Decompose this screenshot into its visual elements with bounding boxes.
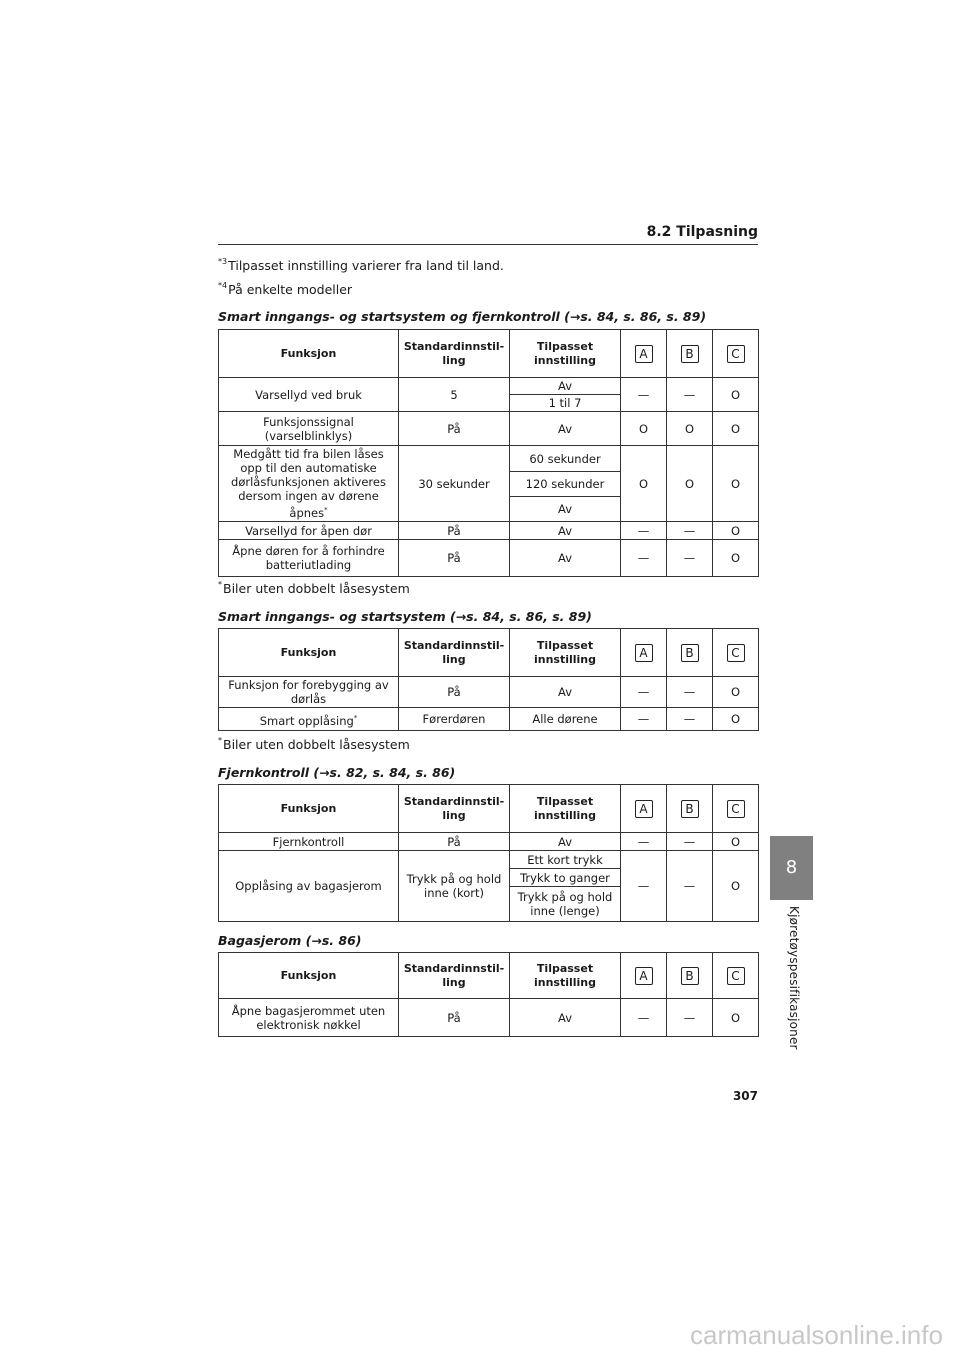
section-heading: Bagasjerom (→s. 86) bbox=[218, 933, 362, 948]
table-row: Opplåsing av bagasjerom Trykk på og hold inne (kort) Ett kort trykk — — O bbox=[219, 851, 759, 869]
table-header-row bbox=[219, 330, 759, 378]
section-title: 8.2 Tilpasning bbox=[646, 224, 758, 240]
table-footnote: *Biler uten dobbelt låsesystem bbox=[218, 580, 410, 596]
table-row: Varsellyd for åpen dør På Av — — O bbox=[219, 522, 759, 540]
table-row: 1 til 7 bbox=[219, 395, 759, 412]
table-row: Varsellyd ved bruk 5 Av — — O bbox=[219, 378, 759, 395]
table-row: Åpne døren for å forhindre batteriutlading På Av — — O bbox=[219, 540, 759, 577]
page-header bbox=[218, 226, 758, 245]
settings-table-3 bbox=[218, 784, 759, 922]
col-c: C bbox=[713, 330, 759, 378]
chapter-label: Kjøretøyspesifikasjoner bbox=[787, 906, 801, 1050]
section-heading: Smart inngangs- og startsystem (→s. 84, s. 86, s. 89) bbox=[218, 609, 592, 624]
col-funksjon: Funksjon bbox=[219, 330, 399, 378]
col-b: B bbox=[667, 330, 713, 378]
section-heading: Fjernkontroll (→s. 82, s. 84, s. 86) bbox=[218, 765, 456, 780]
footnote-3: $^{*3}$Tilpasset innstilling varierer fra land til land. bbox=[218, 257, 504, 273]
col-a: A bbox=[621, 330, 667, 378]
chapter-tab: 8 bbox=[770, 836, 813, 900]
table-row: Av bbox=[219, 497, 759, 522]
table-footnote: *Biler uten dobbelt låsesystem bbox=[218, 736, 410, 752]
table-row: 120 sekunder bbox=[219, 472, 759, 497]
settings-table-1 bbox=[218, 329, 759, 577]
table-row: Trykk på og hold inne (lenge) bbox=[219, 887, 759, 922]
table-header-row: Funksjon Standardinnstil-ling Tilpasset innstilling A B C bbox=[219, 629, 759, 677]
table-row: Smart opplåsing* Førerdøren Alle dørene — — O bbox=[219, 708, 759, 731]
table-row: Funksjonssignal (varselblinklys) På Av O O O bbox=[219, 412, 759, 446]
col-standard: Standardinnstil-ling bbox=[399, 330, 510, 378]
section-heading: Smart inngangs- og startsystem og fjernkontroll (→s. 84, s. 86, s. 89) bbox=[218, 309, 707, 324]
page-number: 307 bbox=[732, 1089, 758, 1103]
col-tilpasset: Tilpasset innstilling bbox=[510, 330, 621, 378]
table-row: Åpne bagasjerommet uten elektronisk nøkkel På Av — — O bbox=[219, 999, 759, 1037]
table-row: Trykk to ganger bbox=[219, 869, 759, 887]
table-header-row: Funksjon Standardinnstil-ling Tilpasset innstilling A B C bbox=[219, 785, 759, 833]
table-header-row: Funksjon Standardinnstil-ling Tilpasset innstilling A B C bbox=[219, 953, 759, 999]
table-row: Fjernkontroll På Av — — O bbox=[219, 833, 759, 851]
table-row: Medgått tid fra bilen låses opp til den automatiske dørlåsfunksjonen aktiveres dersom ingen av dørene åpnes* 30 sekunder 60 sekunder O O O bbox=[219, 446, 759, 472]
settings-table-2 bbox=[218, 628, 759, 731]
watermark: carmanualsonline.info bbox=[690, 1320, 943, 1350]
footnote-4: $^{*4}$På enkelte modeller bbox=[218, 281, 353, 297]
settings-table-4 bbox=[218, 952, 759, 1037]
table-row: Funksjon for forebygging av dørlås På Av — — O bbox=[219, 677, 759, 708]
